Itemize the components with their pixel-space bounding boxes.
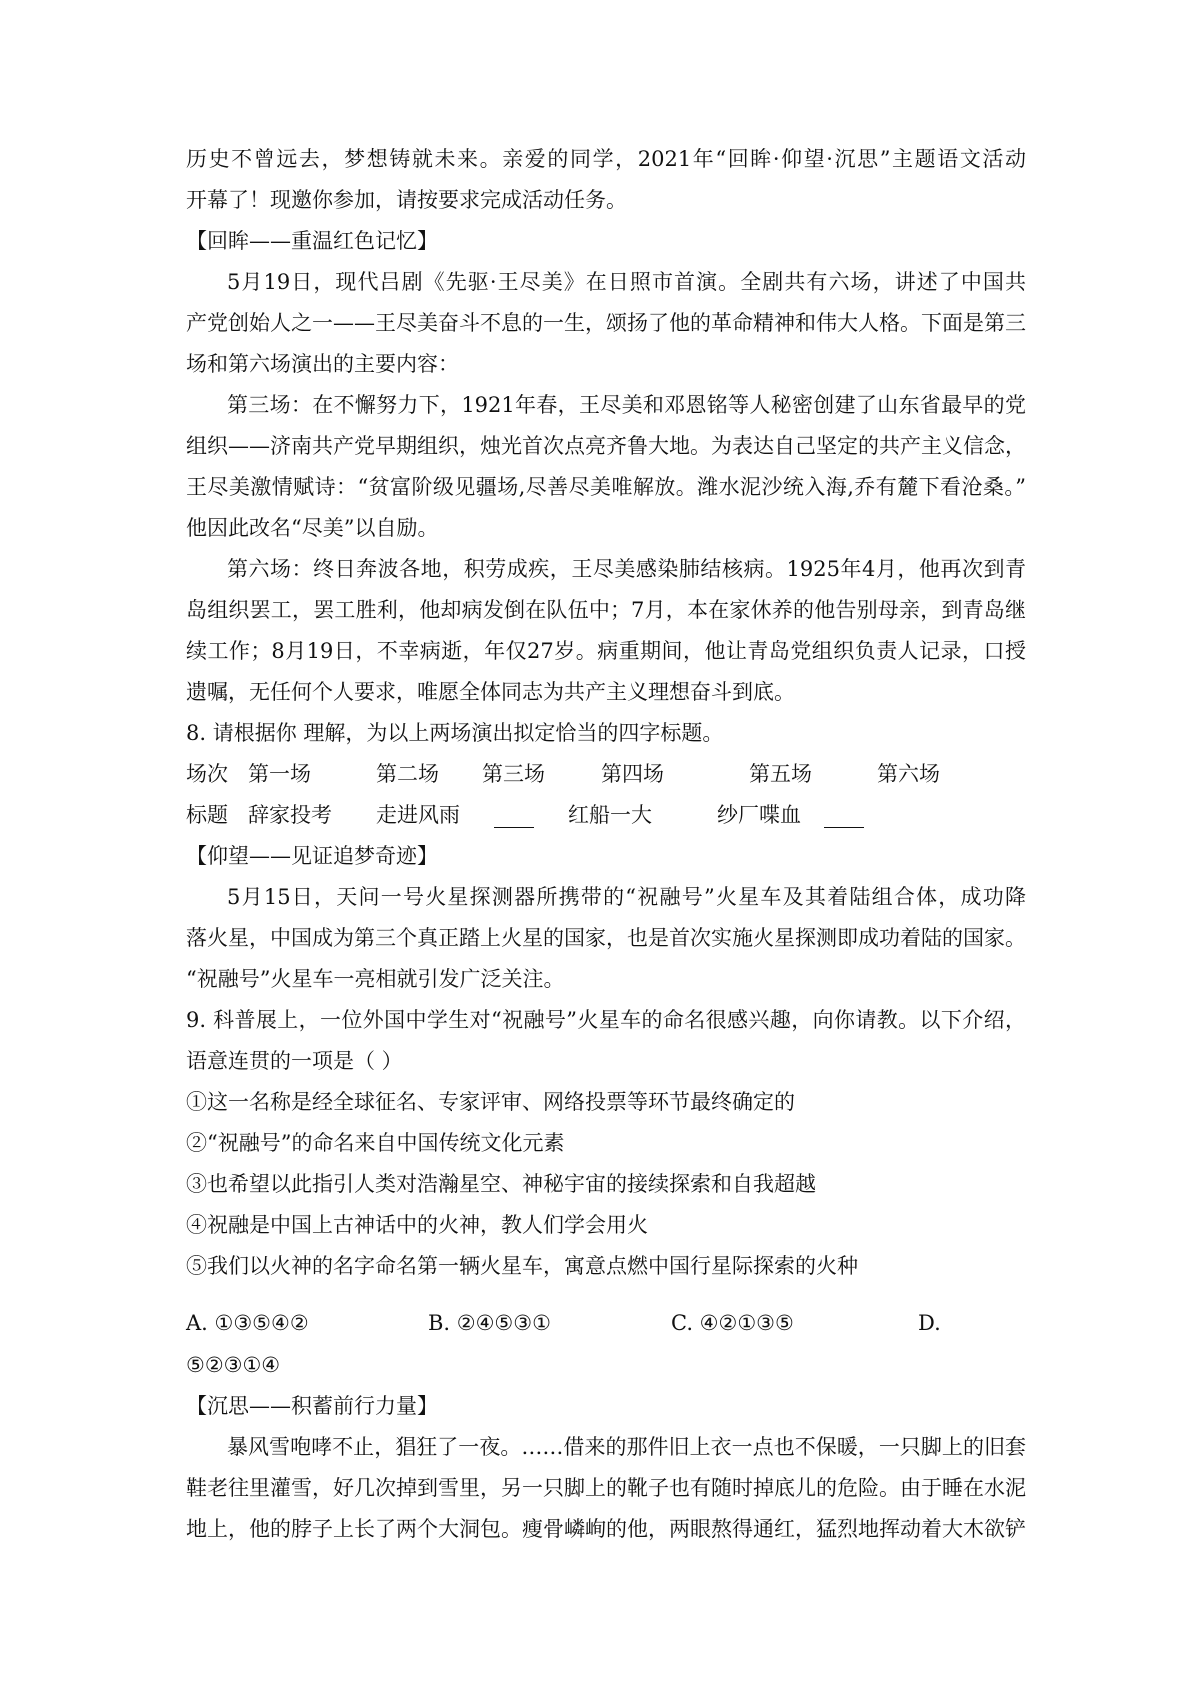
section-heading-review: 【回眸——重温红色记忆】	[186, 229, 438, 253]
para2-line-3: 王尽美激情赋诗：“贫富阶级见疆场,尽善尽美唯解放。潍水泥沙统入海,乔有麓下看沧桑。”	[186, 475, 1026, 499]
section-heading-reflect: 【沉思——积蓄前行力量】	[186, 1394, 438, 1418]
intro-line-1: 历史不曾远去，梦想铸就未来。亲爱的同学，2021年“回眸·仰望·沉思”主题语文活动	[186, 147, 1026, 171]
option-b[interactable]: B. ②④⑤③①	[428, 1311, 551, 1335]
question-9-line-2: 语意连贯的一项是（ ）	[186, 1049, 403, 1073]
option-d-content: ⑤②③①④	[186, 1353, 281, 1377]
story-line-1: 暴风雪咆哮不止，猖狂了一夜。……借来的那件旧上衣一点也不保暖，一只脚上的旧套	[227, 1435, 1026, 1459]
option-c[interactable]: C. ④②①③⑤	[671, 1311, 794, 1335]
title-3-blank[interactable]	[494, 827, 534, 828]
para2-line-4: 他因此改名“尽美”以自励。	[186, 516, 439, 540]
question-9-line-1: 9. 科普展上，一位外国中学生对“祝融号”火星车的命名很感兴趣，向你请教。以下介绍，	[186, 1008, 1026, 1032]
para1-line-3: 场和第六场演出的主要内容：	[186, 352, 459, 376]
para2-line-1: 第三场：在不懈努力下，1921年春，王尽美和邓恩铭等人秘密创建了山东省最早的党	[227, 393, 1026, 417]
scene-4: 第四场	[601, 762, 664, 786]
title-2: 走进风雨	[376, 803, 460, 827]
row-header-title: 标题	[186, 803, 228, 827]
item-2: ②“祝融号”的命名来自中国传统文化元素	[186, 1131, 565, 1155]
title-1: 辞家投考	[248, 803, 332, 827]
para1-line-2: 产党创始人之一——王尽美奋斗不息的一生，颂扬了他的革命精神和伟大人格。下面是第三	[186, 311, 1026, 335]
option-a[interactable]: A. ①③⑤④②	[186, 1311, 309, 1335]
question-8: 8. 请根据你 理解，为以上两场演出拟定恰当的四字标题。	[186, 721, 724, 745]
scene-5: 第五场	[749, 762, 812, 786]
story-line-3: 地上，他的脖子上长了两个大洞包。瘦骨嶙峋的他，两眼熬得通红，猛烈地挥动着大木欲铲	[186, 1517, 1026, 1541]
title-4: 红船一大	[568, 803, 652, 827]
scene-3: 第三场	[482, 762, 545, 786]
item-5: ⑤我们以火神的名字命名第一辆火星车，寓意点燃中国行星际探索的火种	[186, 1254, 858, 1278]
row-header-scene: 场次	[186, 762, 228, 786]
intro-line-2: 开幕了！现邀你参加，请按要求完成活动任务。	[186, 188, 627, 212]
para3-line-4: 遗嘱，无任何个人要求，唯愿全体同志为共产主义理想奋斗到底。	[186, 680, 795, 704]
para2-line-2: 组织——济南共产党早期组织，烛光首次点亮齐鲁大地。为表达自己坚定的共产主义信念，	[186, 434, 1026, 458]
mars-para-line-1: 5月15日，天问一号火星探测器所携带的“祝融号”火星车及其着陆组合体，成功降	[227, 885, 1026, 909]
scene-1: 第一场	[248, 762, 311, 786]
section-heading-look-up: 【仰望——见证追梦奇迹】	[186, 844, 438, 868]
item-1: ①这一名称是经全球征名、专家评审、网络投票等环节最终确定的	[186, 1090, 795, 1114]
item-3: ③也希望以此指引人类对浩瀚星空、神秘宇宙的接续探索和自我超越	[186, 1172, 816, 1196]
option-d[interactable]: D.	[918, 1311, 941, 1335]
para3-line-1: 第六场：终日奔波各地，积劳成疾，王尽美感染肺结核病。1925年4月，他再次到青	[227, 557, 1026, 581]
mars-para-line-3: “祝融号”火星车一亮相就引发广泛关注。	[186, 967, 565, 991]
scene-2: 第二场	[376, 762, 439, 786]
para1-line-1: 5月19日，现代吕剧《先驱·王尽美》在日照市首演。全剧共有六场，讲述了中国共	[227, 270, 1026, 294]
story-line-2: 鞋老往里灌雪，好几次掉到雪里，另一只脚上的靴子也有随时掉底儿的危险。由于睡在水泥	[186, 1476, 1026, 1500]
item-4: ④祝融是中国上古神话中的火神，教人们学会用火	[186, 1213, 648, 1237]
mars-para-line-2: 落火星，中国成为第三个真正踏上火星的国家，也是首次实施火星探测即成功着陆的国家。	[186, 926, 1026, 950]
title-5: 纱厂喋血	[717, 803, 801, 827]
para3-line-3: 续工作；8月19日，不幸病逝，年仅27岁。病重期间，他让青岛党组织负责人记录，口授	[186, 639, 1026, 663]
scene-6: 第六场	[877, 762, 940, 786]
para3-line-2: 岛组织罢工，罢工胜利，他却病发倒在队伍中；7月，本在家休养的他告别母亲，到青岛继	[186, 598, 1026, 622]
title-6-blank[interactable]	[824, 827, 864, 828]
